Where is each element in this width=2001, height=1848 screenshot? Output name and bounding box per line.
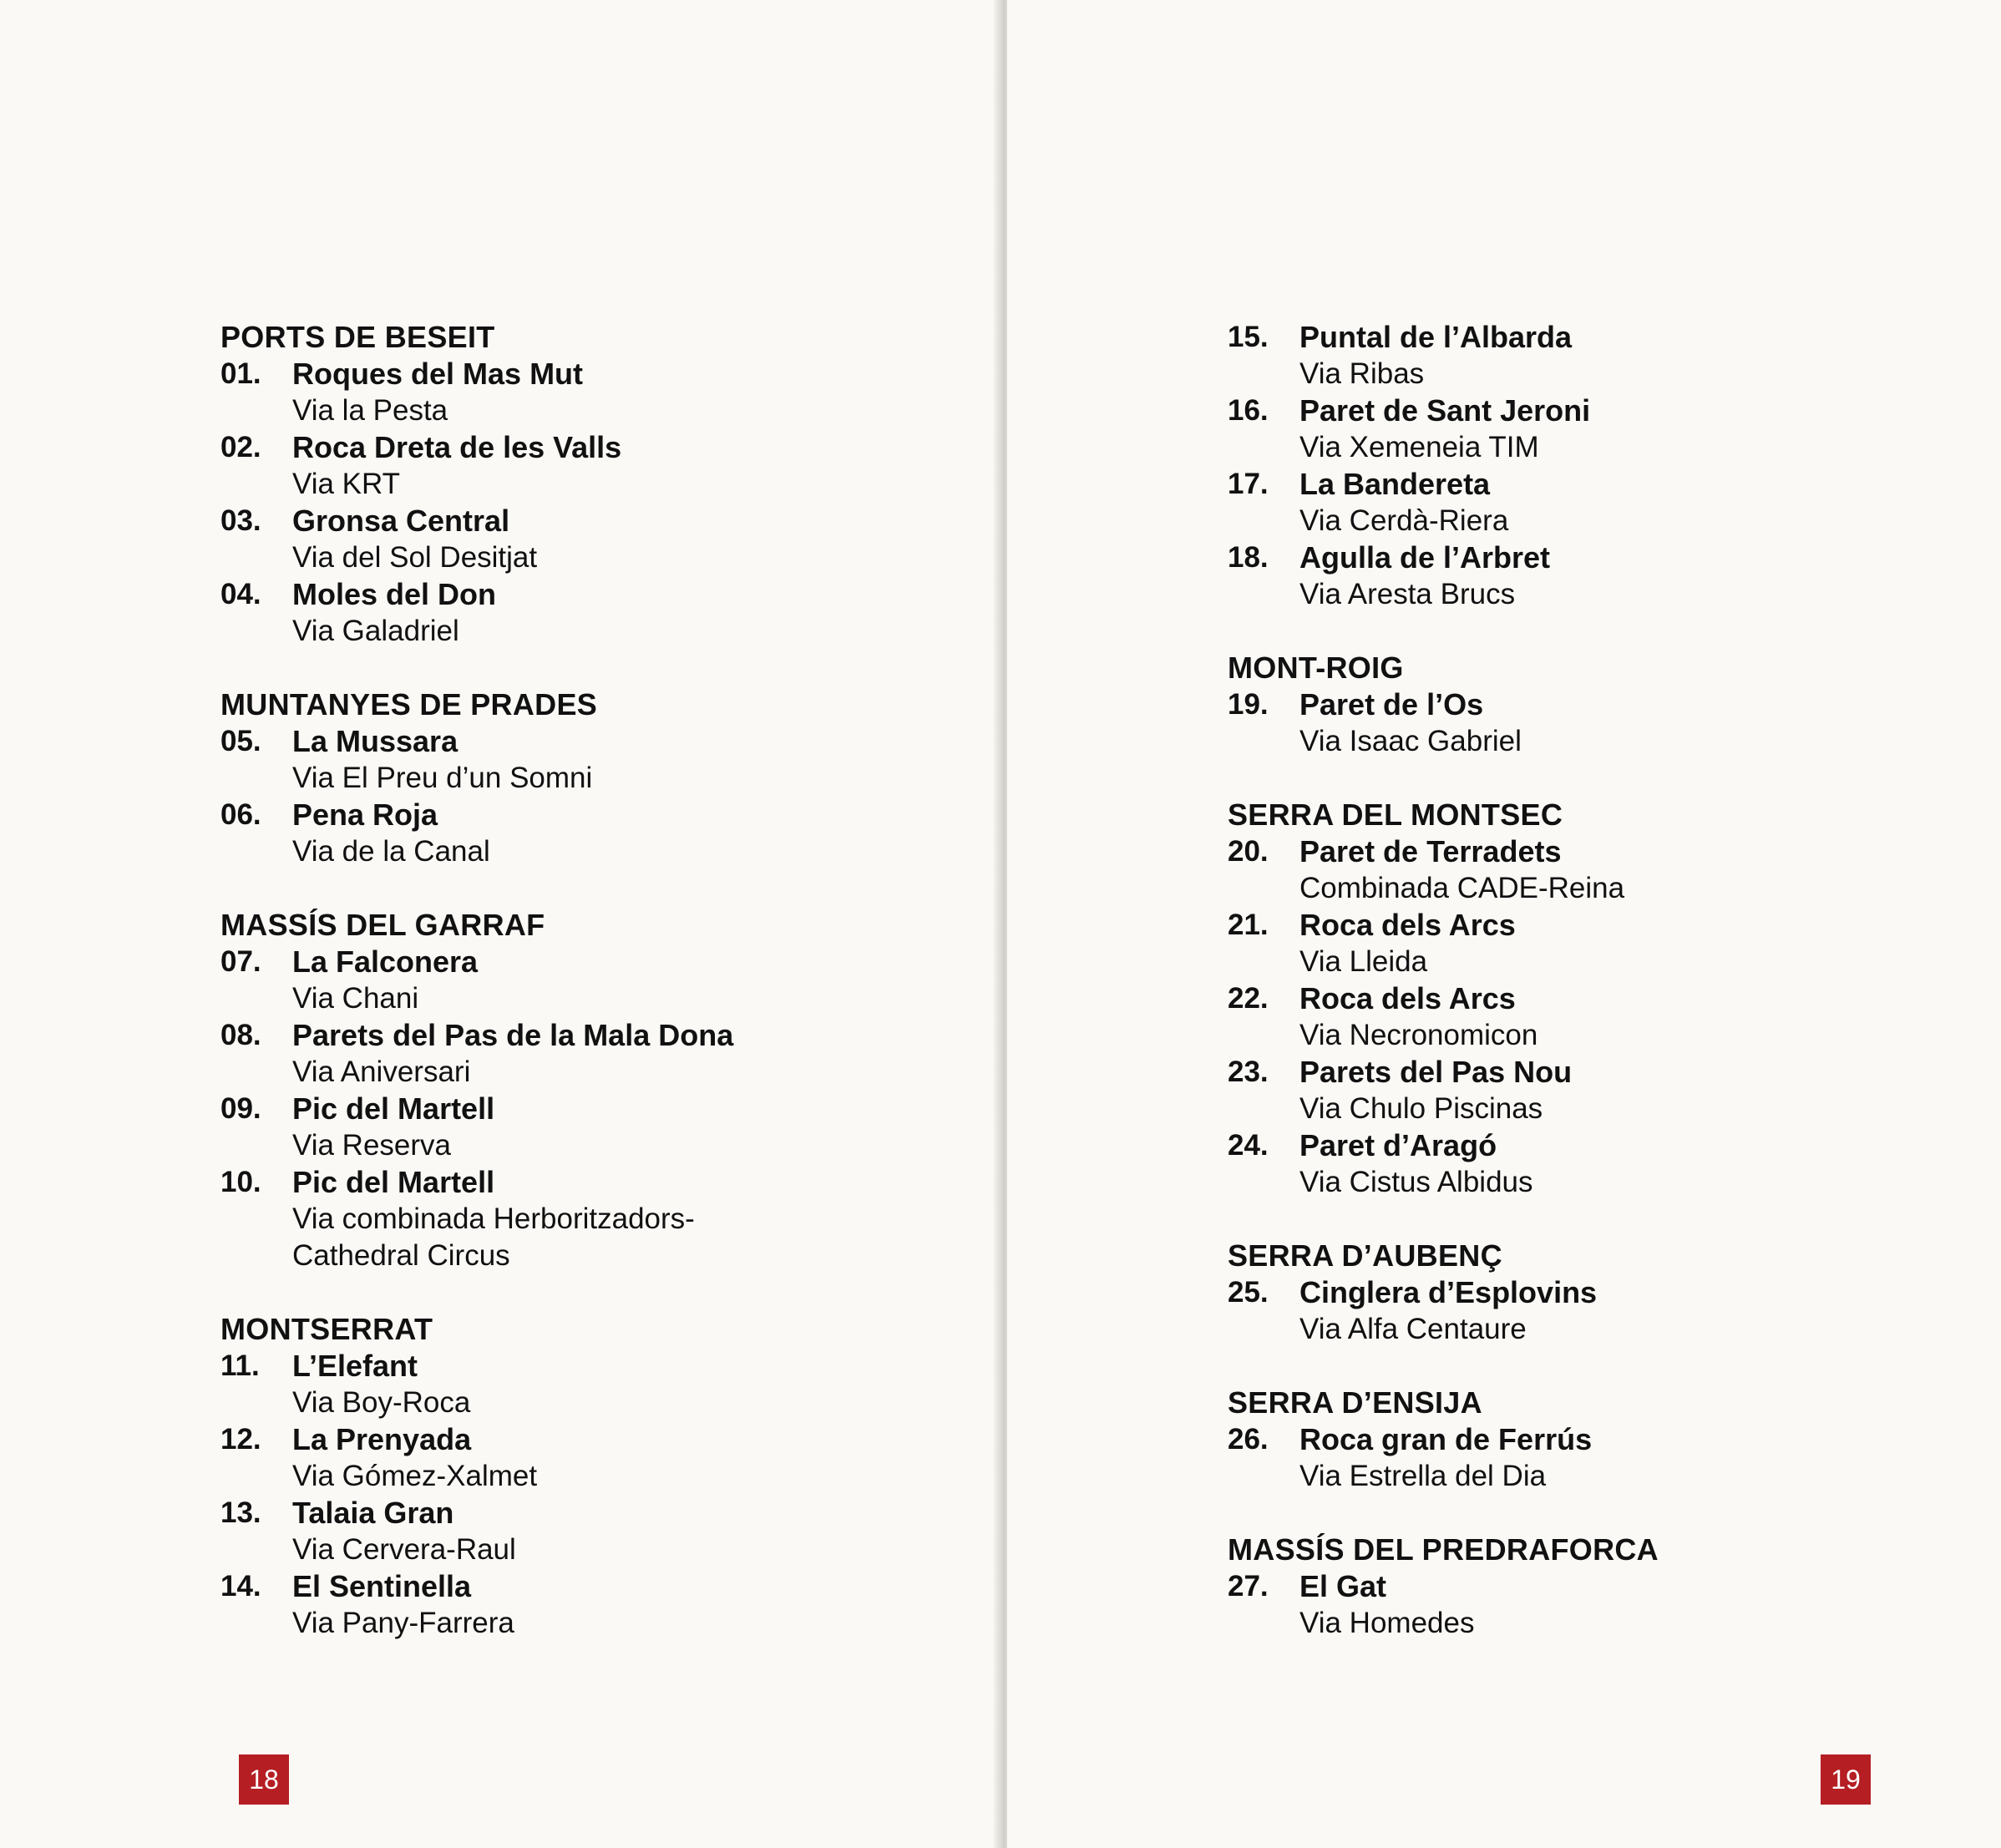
entry-route: Via Alfa Centaure: [1299, 1313, 1527, 1345]
entry-route: Via de la Canal: [292, 835, 490, 868]
section-title: MUNTANYES DE PRADES: [220, 687, 598, 721]
section: [1228, 1238, 1659, 1348]
entry-number: 06.: [220, 798, 261, 831]
entry-name: Roca Dreta de les Valls: [292, 430, 622, 464]
list-item: [1228, 319, 1659, 392]
entry-number: 16.: [1228, 394, 1269, 427]
entry-name: Cinglera d’Esplovins: [1299, 1275, 1598, 1309]
entry-name: La Prenyada: [292, 1422, 472, 1456]
entry-route: Via Lleida: [1299, 945, 1428, 978]
entry-name: La Bandereta: [1299, 467, 1491, 501]
entry-name: Pic del Martell: [292, 1091, 495, 1126]
entry-route: Via Boy-Roca: [292, 1386, 471, 1419]
entry-name: El Gat: [1299, 1569, 1387, 1603]
list-item: [1228, 539, 1659, 613]
entry-number: 22.: [1228, 982, 1269, 1015]
entry-route: Via Estrella del Dia: [1299, 1460, 1547, 1492]
list-item: [1228, 466, 1659, 539]
list-item: [1228, 1127, 1659, 1201]
entry-route: Via KRT: [292, 468, 401, 500]
left-page: [0, 0, 999, 1848]
section: [1228, 1385, 1659, 1495]
section: [220, 1311, 733, 1642]
section: [1228, 797, 1659, 1201]
entry-name: Gronsa Central: [292, 504, 510, 538]
page-number-badge: 19: [1821, 1754, 1871, 1805]
left-column: [220, 319, 733, 1678]
entry-number: 26.: [1228, 1423, 1269, 1456]
list-item: [220, 1348, 733, 1421]
entry-name: El Sentinella: [292, 1569, 472, 1603]
entry-number: 17.: [1228, 468, 1269, 500]
list-item: [1228, 1421, 1659, 1495]
entry-number: 19.: [1228, 688, 1269, 721]
list-item: [1228, 907, 1659, 980]
entry-route: Via Reserva: [292, 1129, 452, 1162]
entry-route: Via la Pesta: [292, 394, 448, 427]
entry-route: Via Necronomicon: [1299, 1019, 1538, 1051]
entry-number: 01.: [220, 357, 261, 390]
section: [1228, 1532, 1659, 1642]
entry-number: 08.: [220, 1019, 261, 1051]
entry-name: La Mussara: [292, 724, 458, 758]
entry-number: 05.: [220, 725, 261, 757]
page-number-badge: 18: [239, 1754, 289, 1805]
entry-name: Paret de Sant Jeroni: [1299, 393, 1591, 428]
list-item: [1228, 686, 1659, 760]
list-item: [220, 1421, 733, 1495]
entry-number: 21.: [1228, 909, 1269, 941]
entry-name: Paret de Terradets: [1299, 834, 1562, 868]
section: [220, 686, 733, 870]
entry-route: Via Chulo Piscinas: [1299, 1092, 1543, 1125]
entry-route: Via El Preu d’un Somni: [292, 762, 593, 794]
entry-name: Parets del Pas de la Mala Dona: [292, 1018, 734, 1052]
list-item: [220, 1568, 733, 1642]
list-item: [220, 1017, 733, 1091]
entry-name: Paret de l’Os: [1299, 687, 1484, 721]
section: [1228, 650, 1659, 760]
list-item: [220, 429, 733, 503]
section: [1228, 319, 1659, 613]
list-item: [220, 356, 733, 429]
list-item: [220, 503, 733, 576]
entry-name: Pena Roja: [292, 797, 438, 832]
section-title: SERRA D’AUBENÇ: [1228, 1238, 1502, 1273]
entry-route: Via Galadriel: [292, 615, 459, 647]
entry-route: Via del Sol Desitjat: [292, 541, 538, 574]
entry-number: 07.: [220, 945, 261, 978]
section-title: MASSÍS DEL GARRAF: [220, 908, 545, 942]
entry-number: 14.: [220, 1570, 261, 1602]
entry-route: Via Cistus Albidus: [1299, 1166, 1533, 1198]
entry-number: 20.: [1228, 835, 1269, 868]
list-item: [1228, 980, 1659, 1054]
entry-number: 02.: [220, 431, 261, 463]
list-item: [220, 1164, 733, 1274]
entry-name: Roca gran de Ferrús: [1299, 1422, 1593, 1456]
entry-route: Via Homedes: [1299, 1607, 1475, 1639]
right-column: [1228, 319, 1659, 1678]
entry-number: 15.: [1228, 321, 1269, 353]
section-title: MASSÍS DEL PREDRAFORCA: [1228, 1532, 1659, 1567]
entry-route: Via Xemeneia TIM: [1299, 431, 1539, 463]
entry-name: Pic del Martell: [292, 1165, 495, 1199]
section-title: PORTS DE BESEIT: [220, 320, 495, 354]
entry-route: Via Ribas: [1299, 357, 1425, 390]
entry-name: La Falconera: [292, 944, 479, 979]
entry-name: Moles del Don: [292, 577, 497, 611]
entry-route: Via Aniversari: [292, 1056, 471, 1088]
entry-route: Via combinada Herboritzadors- Cathedral Circus: [292, 1202, 695, 1272]
list-item: [1228, 1054, 1659, 1127]
section-title: MONT-ROIG: [1228, 651, 1404, 685]
entry-route: Combinada CADE-Reina: [1299, 872, 1625, 904]
section: [220, 319, 733, 650]
entry-route: Via Aresta Brucs: [1299, 578, 1516, 610]
entry-route: Via Gómez-Xalmet: [292, 1460, 538, 1492]
section: [220, 907, 733, 1274]
entry-name: Talaia Gran: [292, 1496, 454, 1530]
section-title: SERRA D’ENSIJA: [1228, 1385, 1482, 1420]
entry-route: Via Pany-Farrera: [292, 1607, 514, 1639]
entry-number: 04.: [220, 578, 261, 610]
entry-number: 03.: [220, 504, 261, 537]
list-item: [1228, 392, 1659, 466]
list-item: [220, 944, 733, 1017]
entry-name: Paret d’Aragó: [1299, 1128, 1497, 1162]
section-title: MONTSERRAT: [220, 1312, 433, 1346]
list-item: [220, 576, 733, 650]
entry-route: Via Chani: [292, 982, 419, 1015]
list-item: [220, 797, 733, 870]
entry-name: Puntal de l’Albarda: [1299, 320, 1573, 354]
entry-number: 25.: [1228, 1276, 1269, 1309]
entry-number: 09.: [220, 1092, 261, 1125]
entry-number: 13.: [220, 1496, 261, 1529]
entry-number: 18.: [1228, 541, 1269, 574]
entry-name: Parets del Pas Nou: [1299, 1055, 1573, 1089]
entry-number: 10.: [220, 1166, 261, 1198]
section-title: SERRA DEL MONTSEC: [1228, 797, 1563, 832]
entry-name: Roca dels Arcs: [1299, 981, 1516, 1015]
entry-number: 23.: [1228, 1056, 1269, 1088]
entry-number: 27.: [1228, 1570, 1269, 1602]
entry-name: Roca dels Arcs: [1299, 908, 1516, 942]
entry-route: Via Cervera-Raul: [292, 1533, 516, 1566]
list-item: [220, 723, 733, 797]
entry-name: Roques del Mas Mut: [292, 357, 584, 391]
entry-number: 11.: [220, 1349, 260, 1382]
entry-name: L’Elefant: [292, 1349, 418, 1383]
entry-name: Agulla de l’Arbret: [1299, 540, 1551, 575]
entry-route: Via Isaac Gabriel: [1299, 725, 1522, 757]
entry-route: Via Cerdà-Riera: [1299, 504, 1509, 537]
list-item: [1228, 833, 1659, 907]
list-item: [1228, 1568, 1659, 1642]
list-item: [220, 1091, 733, 1164]
entry-number: 24.: [1228, 1129, 1269, 1162]
list-item: [1228, 1274, 1659, 1348]
list-item: [220, 1495, 733, 1568]
entry-number: 12.: [220, 1423, 261, 1456]
